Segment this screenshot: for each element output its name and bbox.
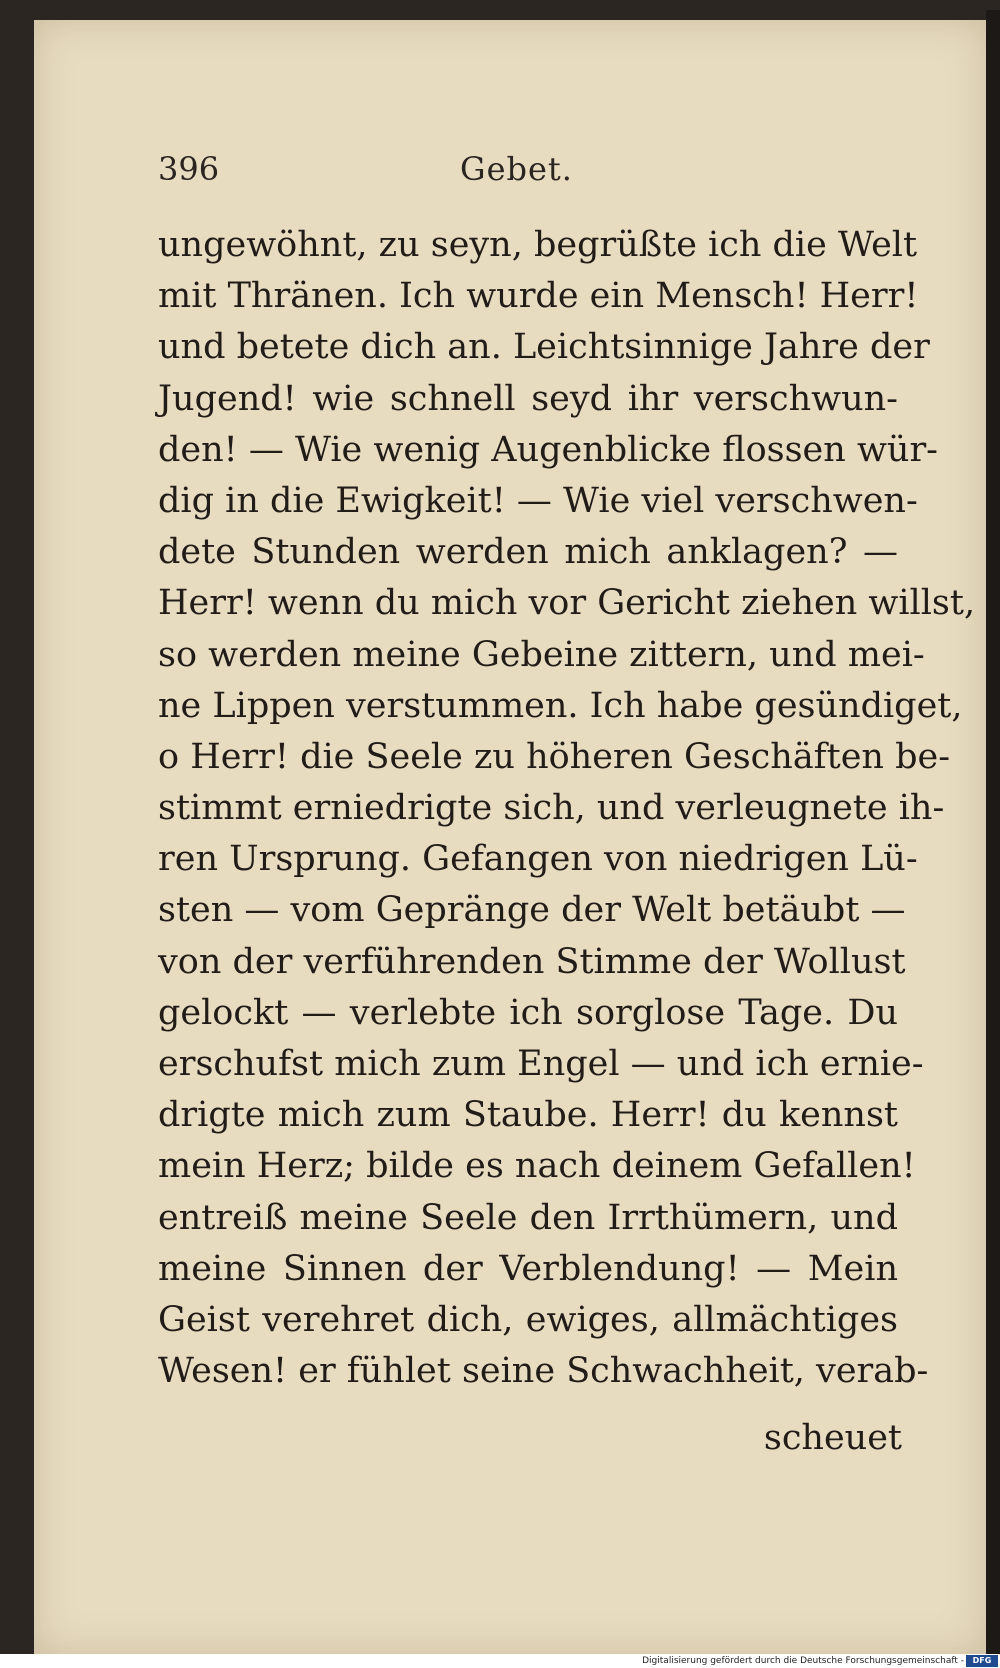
text-line: Jugend! wie schnell seyd ihr verschwun- bbox=[158, 378, 898, 419]
text-line: dig in die Ewigkeit! — Wie viel verschwen- bbox=[158, 480, 918, 521]
text-line: Geist verehret dich, ewiges, allmächtiges bbox=[158, 1299, 898, 1340]
text-line: gelockt — verlebte ich sorglose Tage. Du bbox=[158, 992, 898, 1033]
text-line: ne Lippen verstummen. Ich habe gesündiget, bbox=[158, 685, 963, 726]
footer-bar bbox=[0, 1654, 1000, 1668]
text-line: mein Herz; bilde es nach deinem Gefallen! bbox=[158, 1146, 916, 1187]
text-line: und betete dich an. Leichtsinnige Jahre der bbox=[158, 327, 930, 368]
funding-credit: Digitalisierung gefördert durch die Deutsche Forschungsgemeinschaft - bbox=[642, 1656, 964, 1666]
text-line: den! — Wie wenig Augenblicke flossen wür- bbox=[158, 429, 938, 470]
text-line: so werden meine Gebeine zittern, und mei- bbox=[158, 634, 925, 675]
running-head: Gebet. bbox=[460, 150, 573, 188]
catchword: scheuet bbox=[763, 1418, 902, 1458]
page-header bbox=[158, 150, 918, 200]
dfg-logo[interactable]: DFG bbox=[966, 1655, 998, 1667]
text-line: ungewöhnt, zu seyn, begrüßte ich die Welt bbox=[158, 225, 918, 265]
text-line: o Herr! die Seele zu höheren Geschäften be- bbox=[158, 736, 951, 777]
page-edge bbox=[986, 10, 1000, 1658]
text-line: Wesen! er fühlet seine Schwachheit, verab- bbox=[158, 1351, 929, 1392]
text-line: entreiß meine Seele den Irrthümern, und bbox=[158, 1197, 898, 1238]
text-line: dete Stunden werden mich anklagen? — bbox=[158, 532, 898, 573]
text-line: sten — vom Gepränge der Welt betäubt — bbox=[158, 890, 906, 931]
text-line: meine Sinnen der Verblendung! — Mein bbox=[158, 1248, 898, 1289]
text-line: Herr! wenn du mich vor Gericht ziehen willst, bbox=[158, 583, 976, 624]
page-number: 396 bbox=[158, 150, 220, 188]
text-line: ren Ursprung. Gefangen von niedrigen Lü- bbox=[158, 839, 918, 880]
text-line: stimmt erniedrigte sich, und verleugnete ih- bbox=[158, 788, 945, 829]
text-line: erschufst mich zum Engel — und ich ernie- bbox=[158, 1044, 924, 1084]
body-text bbox=[158, 220, 976, 1397]
text-line: mit Thränen. Ich wurde ein Mensch! Herr! bbox=[158, 276, 919, 317]
text-line: von der verführenden Stimme der Wollust bbox=[158, 941, 906, 982]
text-line: drigte mich zum Staube. Herr! du kennst bbox=[158, 1095, 898, 1136]
